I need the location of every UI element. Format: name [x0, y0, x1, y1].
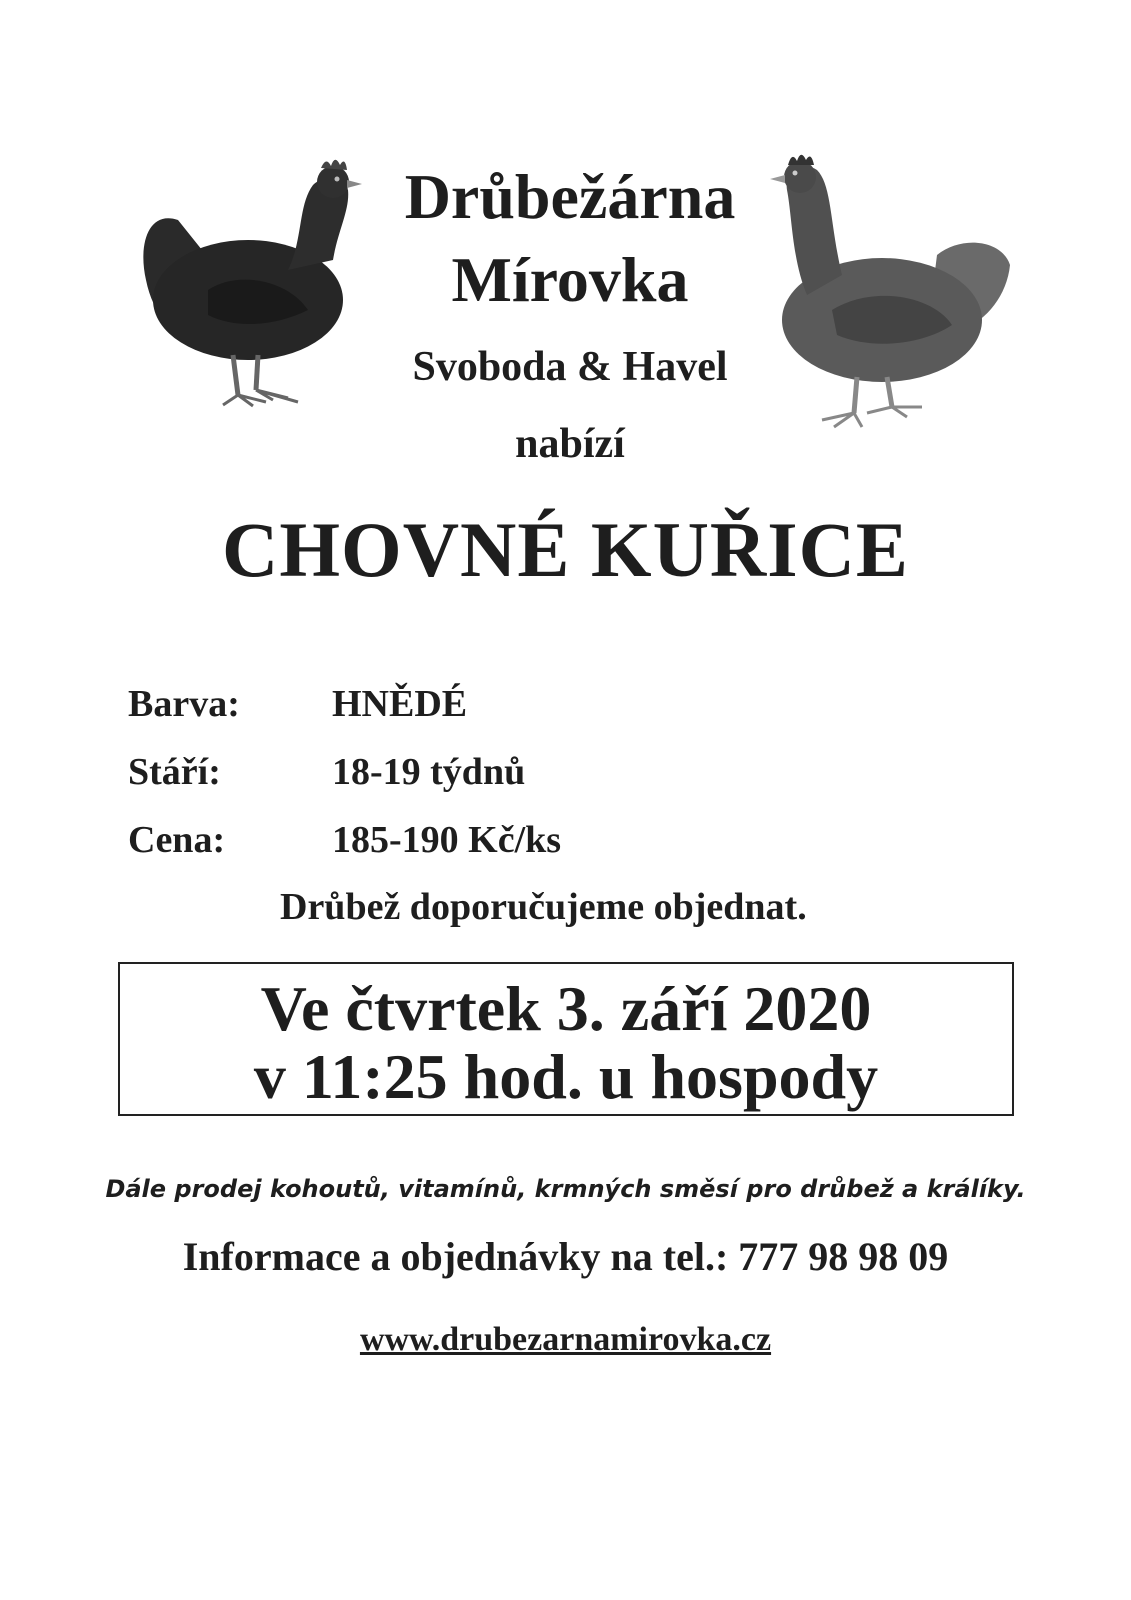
- event-time-place: v 11:25 hod. u hospody: [253, 1041, 879, 1112]
- spec-value-color: HNĚDÉ: [332, 683, 468, 725]
- spec-label-color: Barva:: [128, 683, 240, 725]
- event-date: Ve čtvrtek 3. září 2020: [260, 973, 872, 1044]
- spec-label-age: Stáří:: [128, 751, 221, 793]
- spec-value-price: 185-190 Kč/ks: [332, 819, 562, 861]
- offers-text: nabízí: [515, 421, 625, 467]
- owners-text: Svoboda & Havel: [412, 344, 728, 390]
- contact-phone: Informace a objednávky na tel.: 777 98 98 09: [182, 1234, 949, 1279]
- product-title: CHOVNÉ KUŘICE: [222, 506, 909, 593]
- website-link[interactable]: www.drubezarnamirovka.cz: [359, 1321, 772, 1358]
- company-name-line2: Mírovka: [451, 244, 689, 315]
- additional-products: Dále prodej kohoutů, vitamínů, krmných směsí pro drůbež a králíky.: [105, 1175, 1026, 1203]
- spec-label-price: Cena:: [128, 819, 226, 861]
- black-hen-icon: [138, 150, 368, 430]
- event-box: [118, 962, 1014, 1116]
- company-name-line1: Drůbežárna: [404, 161, 736, 232]
- spec-value-age: 18-19 týdnů: [332, 751, 526, 793]
- order-recommendation: Drůbež doporučujeme objednat.: [280, 886, 807, 928]
- brown-hen-icon: [762, 145, 1012, 435]
